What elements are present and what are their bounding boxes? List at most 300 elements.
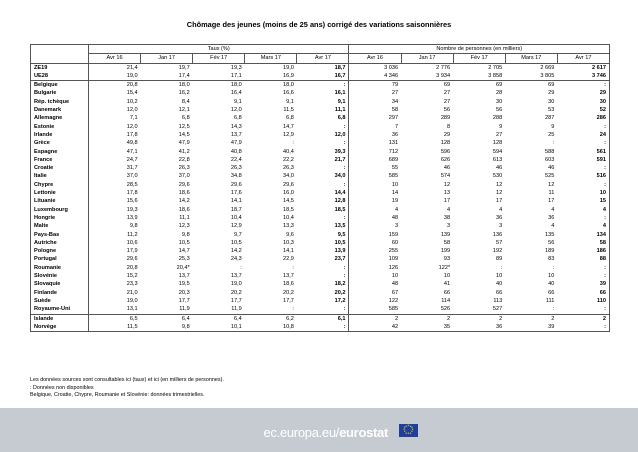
rate-cell: 10,2 (126, 98, 138, 105)
rate-cell: 18,7 (230, 206, 242, 213)
rate-cell: 13,7 (230, 131, 242, 138)
count-cell: 89 (496, 256, 503, 263)
rate-cell: 23,3 (126, 281, 138, 288)
rate-cell: 14,2 (178, 198, 190, 205)
table-row (31, 231, 610, 239)
count-cell: 10 (557, 189, 609, 197)
country-cell: Lettonie (31, 189, 89, 197)
rate-cell: : (297, 81, 349, 90)
brand-name: eurostat (339, 425, 388, 440)
rate-cell: 17,4 (141, 72, 193, 81)
country-cell: Roumanie (31, 264, 89, 272)
count-cell: 30 (548, 98, 555, 105)
rate-cell: 40,8 (230, 148, 242, 155)
count-cell: 13 (443, 190, 451, 197)
country-cell: France (31, 156, 89, 164)
count-cell: 122 (388, 297, 399, 304)
count-cell: 29 (443, 131, 451, 138)
count-cell: 10 (391, 181, 399, 188)
country-cell: Irlande (31, 131, 89, 139)
table-row (31, 81, 610, 90)
count-cell: 4 (551, 206, 555, 213)
rate-cell: 10,5 (230, 239, 242, 246)
rate-cell: : (297, 305, 349, 314)
rate-cell: 25,3 (178, 256, 190, 263)
flag-star-icon: ★ (403, 428, 406, 432)
rate-cell: 18,0 (282, 82, 294, 89)
table-row (31, 63, 610, 72)
rate-cell: 19,0 (89, 72, 141, 81)
count-cell: 4 (557, 222, 609, 230)
count-cell: 57 (496, 239, 503, 246)
count-cell: 12 (443, 181, 451, 188)
rate-cell: 14,7 (282, 123, 294, 130)
country-cell: Portugal (31, 255, 89, 263)
count-cell: 596 (440, 148, 451, 155)
count-cell: 109 (388, 256, 399, 263)
rate-cell: 20,2 (230, 289, 242, 296)
country-cell: ZE19 (31, 63, 89, 72)
rate-cell: 19,0 (126, 297, 138, 304)
rate-cell: 17,8 (126, 131, 138, 138)
count-cell: 2 669 (540, 64, 555, 71)
country-cell: Norvège (31, 323, 89, 332)
rate-group-header: Taux (%) (89, 45, 349, 54)
count-cell: 29 (557, 89, 609, 97)
rate-cell: 13,7 (282, 273, 294, 280)
rate-cell: 20,2 (282, 289, 294, 296)
count-cell: 9 (499, 123, 503, 130)
rate-cell: 19,7 (178, 64, 190, 71)
rate-cell: 9,1 (286, 98, 294, 105)
count-cell: 122* (438, 264, 451, 271)
rate-cell: 9,5 (297, 231, 349, 239)
count-cell: 11 (548, 190, 555, 197)
count-cell: 39 (505, 323, 557, 332)
count-cell: 287 (545, 115, 555, 122)
rate-cell: 29,6 (230, 181, 242, 188)
count-cell: 574 (440, 173, 451, 180)
rate-cell: 12,5 (178, 123, 190, 130)
count-cell: 40 (496, 281, 503, 288)
count-cell: 297 (388, 115, 399, 122)
rate-cell: 37,0 (126, 173, 138, 180)
flag-star-icon: ★ (403, 430, 406, 434)
table-row (31, 123, 610, 131)
count-cell: 2 705 (488, 64, 503, 71)
count-cell: : (557, 214, 609, 222)
corner-cell-lower (31, 54, 89, 63)
rate-cell: 47,9 (230, 140, 242, 147)
count-group-header: Nombre de personnes (en milliers) (349, 45, 610, 54)
rate-cell: 17,7 (230, 297, 242, 304)
brand-prefix: ec.europa.eu/ (263, 425, 340, 440)
notes (30, 377, 224, 400)
rate-cell: 15,6 (126, 198, 138, 205)
rate-cell: 16,1 (297, 89, 349, 97)
count-cell: 55 (391, 165, 399, 172)
rate-cell: 16,4 (230, 90, 242, 97)
count-cell: 289 (440, 115, 451, 122)
count-cell: : (552, 140, 555, 147)
table-row (31, 247, 610, 255)
country-cell: Bulgarie (31, 89, 89, 97)
count-cell: 56 (548, 239, 555, 246)
unemployment-table (30, 44, 610, 332)
count-cell: 27 (496, 131, 503, 138)
count-cell: 25 (548, 131, 555, 138)
count-cell: 46 (496, 165, 503, 172)
rate-cell: 11,5 (89, 323, 141, 332)
count-cell: 48 (391, 214, 399, 221)
rate-cell: 20,8 (126, 264, 138, 271)
country-cell: Danemark (31, 106, 89, 114)
count-cell: 17 (443, 198, 451, 205)
count-cell: 12 (548, 181, 555, 188)
count-cell: : (552, 264, 555, 271)
count-cell: 4 (447, 206, 451, 213)
flag-star-icon: ★ (410, 430, 414, 434)
count-cell: 603 (545, 156, 555, 163)
eu-flag-icon (399, 424, 418, 437)
table-title: Chômage des jeunes (moins de 25 ans) corrigé des variations saisonnières (186, 20, 452, 29)
table-row (31, 264, 610, 272)
rate-cell: : (245, 305, 297, 314)
table-row (31, 272, 610, 280)
country-cell: Hongrie (31, 214, 89, 222)
rate-cell: 12,0 (230, 107, 242, 114)
count-cell: : (505, 305, 557, 314)
count-cell: 2 (447, 315, 451, 322)
country-cell: Chypre (31, 181, 89, 189)
count-cell: : (557, 123, 609, 131)
count-cell: 585 (349, 305, 401, 314)
count-cell: 14 (391, 190, 399, 197)
flag-star-icon: ★ (411, 428, 414, 432)
count-cell: 561 (557, 148, 609, 156)
period-header: Avr 17 (557, 54, 609, 63)
count-cell: 134 (557, 231, 609, 239)
count-cell: 4 (557, 206, 609, 214)
count-cell: 3 858 (453, 72, 505, 81)
rate-cell: : (240, 264, 242, 271)
count-cell: 56 (443, 107, 451, 114)
count-cell: 4 346 (349, 72, 401, 81)
rate-cell: : (297, 323, 349, 332)
rate-cell: 6,8 (234, 115, 242, 122)
rate-cell: 9,1 (234, 98, 242, 105)
rate-cell: 12,0 (297, 131, 349, 139)
count-cell: 288 (492, 115, 503, 122)
rate-cell: 34,8 (230, 173, 242, 180)
rate-cell: 26,3 (230, 165, 242, 172)
flag-star-icon: ★ (407, 432, 410, 436)
rate-cell: 10,5 (297, 239, 349, 247)
table-row (31, 172, 610, 180)
count-cell: 3 (447, 223, 451, 230)
count-cell: 594 (492, 148, 503, 155)
count-cell: 3 934 (401, 72, 453, 81)
count-cell: 58 (391, 107, 399, 114)
note-quarterly: Belgique, Croatie, Chypre, Roumanie et Slovénie: données trimestrielles. (30, 392, 205, 399)
rate-cell: 22,2 (282, 156, 294, 163)
rate-cell: 13,5 (297, 222, 349, 230)
count-cell: 516 (557, 172, 609, 180)
rate-cell: 24,7 (126, 156, 138, 163)
count-cell: 38 (443, 214, 451, 221)
count-cell: : (557, 164, 609, 172)
rate-cell: 9,6 (286, 231, 294, 238)
rate-cell: 17,7 (282, 297, 294, 304)
rate-cell: 10,8 (245, 323, 297, 332)
rate-cell: 12,8 (297, 197, 349, 205)
rate-cell: 12,0 (126, 107, 138, 114)
count-cell: : (557, 323, 609, 332)
count-cell: 3 (394, 223, 399, 230)
period-header: Mars 17 (245, 54, 297, 63)
table-row (31, 156, 610, 164)
table-row (31, 189, 610, 197)
country-cell: Royaume-Uni (31, 305, 89, 314)
count-cell: 7 (394, 123, 399, 130)
note-missing: : Données non disponibles (30, 384, 94, 391)
rate-cell: 12,9 (282, 131, 294, 138)
rate-cell: 11,1 (297, 106, 349, 114)
count-cell: 39 (557, 280, 609, 288)
rate-cell: 19,0 (230, 281, 242, 288)
table-row (31, 222, 610, 230)
rate-cell: 6,2 (286, 315, 294, 322)
count-cell: : (557, 272, 609, 280)
count-cell: 2 (499, 315, 503, 322)
rate-cell: 17,9 (126, 248, 138, 255)
rate-cell: 18,6 (178, 190, 190, 197)
rate-cell: 16,9 (245, 72, 297, 81)
count-cell: 10 (496, 273, 503, 280)
rate-cell: 16,2 (178, 90, 190, 97)
count-cell: 9 (551, 123, 555, 130)
count-cell: : (557, 305, 609, 314)
rate-cell: 21,7 (297, 156, 349, 164)
count-cell: 52 (557, 106, 609, 114)
table-row (31, 164, 610, 172)
count-cell: 42 (349, 323, 401, 332)
rate-cell: 13,3 (282, 223, 294, 230)
table-row (31, 181, 610, 189)
count-cell: 58 (443, 239, 451, 246)
count-cell: 69 (548, 82, 555, 89)
period-header: Mars 17 (505, 54, 557, 63)
table-row (31, 139, 610, 147)
count-cell: 17 (496, 198, 503, 205)
rate-cell: 20,3 (178, 289, 190, 296)
period-header: Avr 17 (297, 54, 349, 63)
country-cell: Croatie (31, 164, 89, 172)
rate-cell: 9,1 (297, 98, 349, 106)
rate-cell: 6,8 (286, 115, 294, 122)
rate-cell: 11,9 (193, 305, 245, 314)
rate-cell: 11,1 (179, 214, 190, 221)
rate-cell: 23,7 (297, 255, 349, 263)
rate-cell: : (292, 264, 294, 271)
flag-star-icon: ★ (405, 431, 408, 435)
country-cell: Estonie (31, 123, 89, 131)
count-cell: 286 (557, 114, 609, 122)
country-cell: Italie (31, 172, 89, 180)
count-cell: 69 (443, 82, 451, 89)
count-cell: 189 (545, 248, 555, 255)
rate-cell: 6,8 (181, 115, 190, 122)
count-cell: 159 (388, 231, 399, 238)
rate-cell: 49,8 (126, 140, 138, 147)
count-cell: 199 (440, 248, 451, 255)
rate-cell: 18,7 (297, 63, 349, 72)
rate-cell: 17,6 (230, 190, 242, 197)
rate-cell: 6,4 (181, 315, 190, 322)
table-row (31, 289, 610, 297)
rate-cell: 12,3 (178, 223, 190, 230)
count-cell: 69 (496, 82, 503, 89)
table-row (31, 314, 610, 323)
count-cell: 79 (391, 82, 399, 89)
rate-cell: 12,9 (230, 223, 242, 230)
flag-star-icon: ★ (403, 426, 406, 430)
rate-cell: 13,7 (230, 273, 242, 280)
count-cell: 66 (496, 289, 503, 296)
rate-cell: : (297, 164, 349, 172)
rate-cell: : (297, 181, 349, 189)
rate-cell: 14,2 (230, 248, 242, 255)
rate-cell: 20,2 (297, 289, 349, 297)
rate-cell: 34,0 (282, 173, 294, 180)
country-cell: Finlande (31, 289, 89, 297)
count-cell: 35 (401, 323, 453, 332)
count-cell: 128 (492, 140, 503, 147)
rate-cell: 18,5 (297, 206, 349, 214)
rate-cell: 9,8 (141, 323, 193, 332)
country-cell: Allemagne (31, 114, 89, 122)
count-cell: 135 (545, 231, 555, 238)
rate-cell: 24,3 (230, 256, 242, 263)
rate-cell: 10,5 (178, 239, 190, 246)
rate-cell: 20,4* (176, 264, 190, 271)
rate-cell: 14,3 (230, 123, 242, 130)
rate-cell: 21,0 (126, 289, 138, 296)
count-cell: 585 (388, 173, 399, 180)
rate-cell: 22,8 (178, 156, 190, 163)
table-row (31, 255, 610, 263)
rate-cell: 8,4 (181, 98, 190, 105)
rate-cell: 34,0 (297, 172, 349, 180)
count-cell: 36 (548, 214, 555, 221)
rate-cell: 13,7 (178, 273, 190, 280)
rate-cell: 12,1 (178, 107, 190, 114)
rate-cell: 19,5 (178, 281, 190, 288)
rate-cell: 20,8 (126, 82, 138, 89)
count-cell: 36 (453, 323, 505, 332)
count-cell: 27 (443, 98, 451, 105)
count-cell: 88 (557, 255, 609, 263)
note-source: Les données sources sont consultables ici (taux) et ici (en milliers de personnes). (30, 377, 224, 383)
count-cell: 126 (388, 264, 399, 271)
country-cell: Belgique (31, 81, 89, 90)
table-row (31, 239, 610, 247)
rate-cell: 10,4 (230, 214, 242, 221)
eurostat-brand[interactable] (264, 425, 389, 440)
count-cell: : (500, 264, 503, 271)
rate-cell: 40,4 (282, 148, 294, 155)
count-cell: 60 (391, 239, 399, 246)
rate-cell: 9,7 (234, 231, 242, 238)
rate-cell: 13,9 (126, 214, 138, 221)
count-cell: 8 (447, 123, 451, 130)
count-cell: : (557, 139, 609, 147)
count-cell: 56 (496, 107, 503, 114)
count-cell: 93 (443, 256, 451, 263)
flag-star-icon: ★ (409, 431, 412, 435)
rate-cell: 19,3 (230, 64, 242, 71)
rate-cell: 18,6 (282, 281, 294, 288)
count-cell: 113 (493, 297, 503, 304)
rate-cell: : (297, 272, 349, 280)
rate-cell: 18,0 (230, 82, 242, 89)
table-row (31, 206, 610, 214)
rate-cell: 14,1 (230, 198, 242, 205)
count-cell: 2 (551, 315, 555, 322)
count-cell: 28 (496, 90, 503, 97)
rate-cell: 6,8 (297, 114, 349, 122)
count-cell: 689 (388, 156, 399, 163)
rate-cell: 10,3 (282, 239, 294, 246)
count-cell: 128 (440, 140, 451, 147)
country-cell: Malte (31, 222, 89, 230)
count-cell: 41 (443, 281, 451, 288)
table-row (31, 297, 610, 305)
count-cell: 17 (548, 198, 555, 205)
rate-cell: 13,9 (297, 247, 349, 255)
country-cell: Slovénie (31, 272, 89, 280)
table-row (31, 106, 610, 114)
count-cell: 10 (391, 273, 399, 280)
count-cell: 192 (492, 248, 503, 255)
table-row (31, 98, 610, 106)
count-cell: 712 (388, 148, 399, 155)
table-row (31, 148, 610, 156)
country-cell: Autriche (31, 239, 89, 247)
rate-cell: 17,1 (193, 72, 245, 81)
count-cell: 46 (548, 165, 555, 172)
rate-cell: 18,6 (178, 206, 190, 213)
count-cell: 3 805 (505, 72, 557, 81)
rate-cell: 10,4 (282, 214, 294, 221)
count-cell: 613 (492, 156, 503, 163)
table-row (31, 323, 610, 332)
rate-cell: 31,7 (126, 165, 138, 172)
count-cell: 48 (391, 281, 399, 288)
rate-cell: 16,6 (282, 90, 294, 97)
country-cell: Grèce (31, 139, 89, 147)
rate-cell: 11,2 (127, 231, 138, 238)
flag-star-icon: ★ (410, 426, 414, 430)
rate-cell: : (297, 123, 349, 131)
rate-cell: 13,1 (89, 305, 141, 314)
count-cell: 4 (499, 206, 503, 213)
rate-cell: 19,0 (282, 64, 294, 71)
rate-cell: 9,8 (181, 231, 190, 238)
count-cell: 66 (557, 289, 609, 297)
count-cell: 530 (492, 173, 503, 180)
country-cell: Pays-Bas (31, 231, 89, 239)
